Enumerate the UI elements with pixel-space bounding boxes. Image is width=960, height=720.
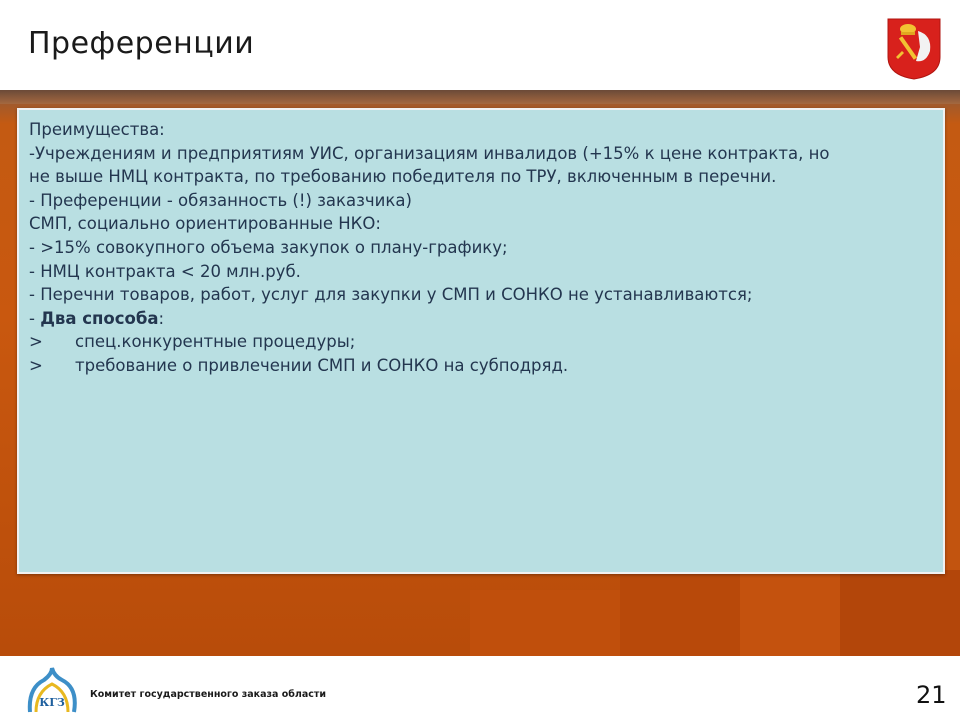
text-line [29, 330, 933, 354]
text-line: не выше НМЦ контракта, по требованию победителя по ТРУ, включенным в перечни. [29, 167, 777, 187]
bold-phrase: Два способа [40, 308, 159, 328]
content-text [29, 118, 933, 378]
colon: : [158, 308, 165, 328]
content-panel [17, 108, 945, 574]
text-line: -Учреждениям и предприятиям УИС, организациям инвалидов (+15% к цене контракта, но [29, 143, 830, 163]
text-line [29, 307, 933, 331]
kgz-logo-icon [24, 666, 80, 716]
slide-footer [0, 656, 960, 720]
slide-header [0, 0, 960, 90]
slide-title: Преференции [28, 26, 255, 61]
list-item-text: спец.конкурентные процедуры; [75, 332, 356, 352]
list-item-text: требование о привлечении СМП и СОНКО на субподряд. [75, 355, 569, 375]
text-line [29, 354, 933, 378]
bullet-dash: - [29, 308, 41, 328]
text-line: - >15% совокупного объема закупок о плану-графику; [29, 237, 508, 257]
svg-text:КГЗ: КГЗ [39, 696, 65, 709]
coat-of-arms-icon [886, 17, 942, 81]
text-line: - Перечни товаров, работ, услуг для закупки у СМП и СОНКО не устанавливаются; [29, 285, 753, 305]
list-marker: > [29, 355, 43, 375]
page-number: 21 [916, 681, 947, 709]
text-line: Преимущества: [29, 120, 165, 139]
footer-organization: Комитет государственного заказа области [90, 689, 327, 700]
text-line: СМП, социально ориентированные НКО: [29, 214, 381, 234]
list-marker: > [29, 332, 43, 352]
text-line: - НМЦ контракта < 20 млн.руб. [29, 261, 301, 281]
text-line: - Преференции - обязанность (!) заказчика) [29, 190, 412, 210]
